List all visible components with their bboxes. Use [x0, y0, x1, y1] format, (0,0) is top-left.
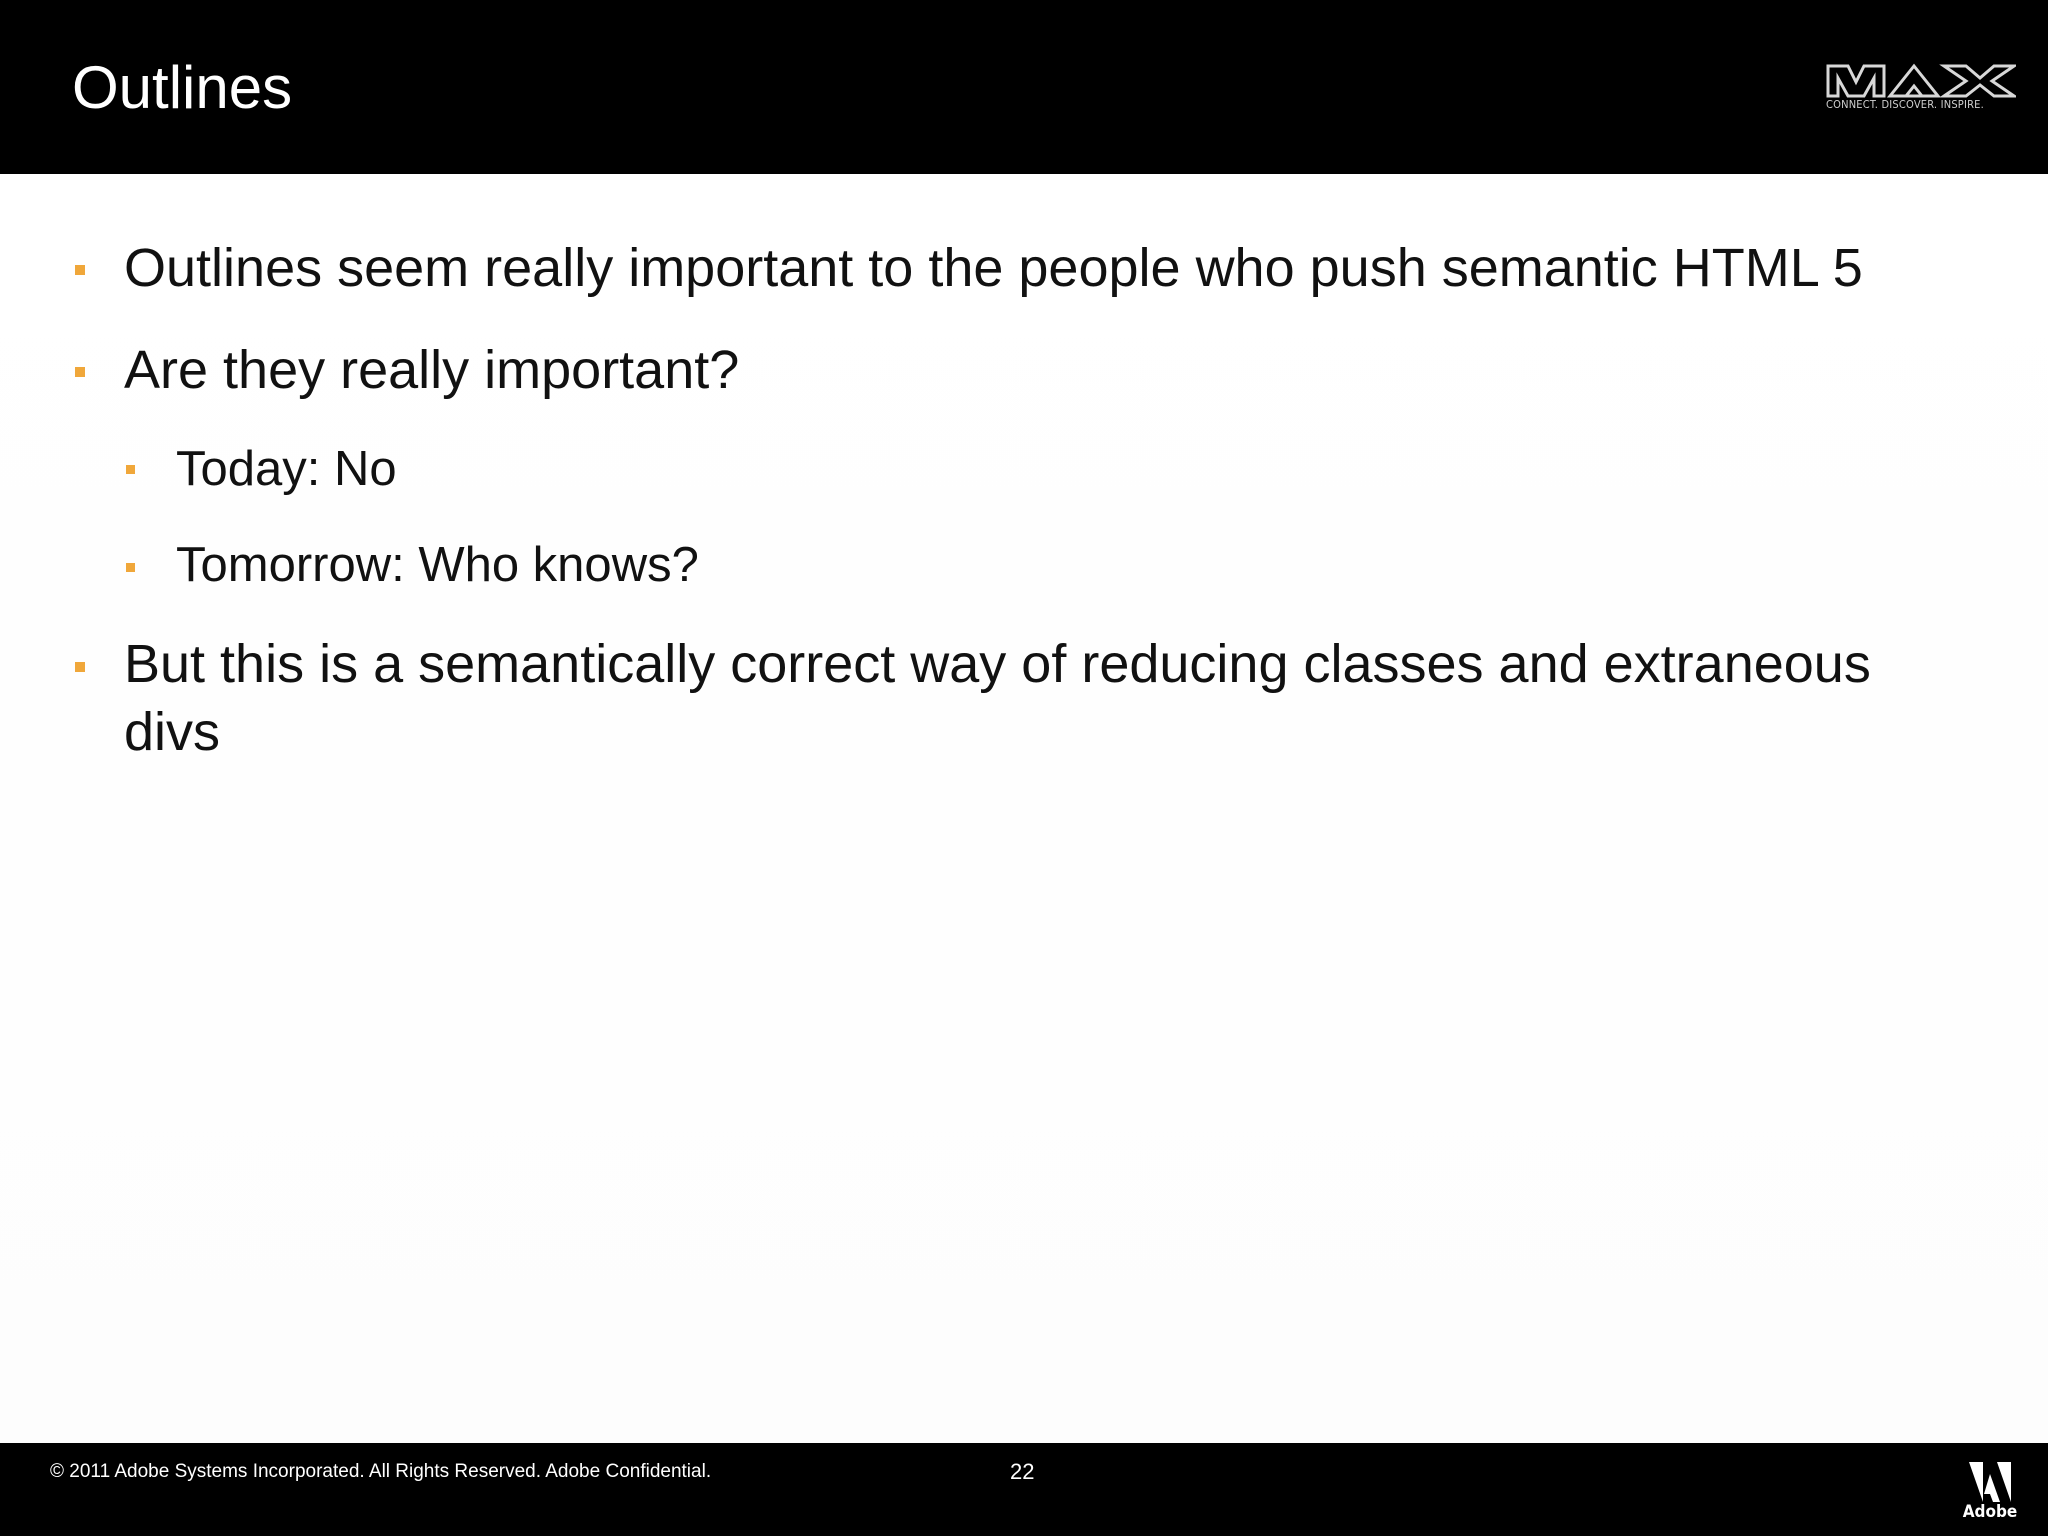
bullet-text: Tomorrow: Who knows?	[176, 538, 699, 592]
bullet-text: Outlines seem really important to the people who push semantic HTML 5	[124, 238, 1863, 298]
slide-footer	[0, 1443, 2048, 1536]
bullet-marker	[75, 662, 85, 672]
bullet-marker	[126, 563, 135, 572]
slide-header	[0, 0, 2048, 174]
bullet-marker	[126, 465, 135, 474]
bullet-marker	[75, 265, 85, 275]
bullet-text: But this is a semantically correct way of reducing classes and extraneous	[124, 634, 1871, 694]
page-number: 22	[1010, 1459, 1035, 1484]
bullet-text-continuation: divs	[124, 702, 221, 762]
bullet-text: Today: No	[176, 442, 397, 496]
slide-title: Outlines	[72, 54, 293, 121]
max-tagline: CONNECT. DISCOVER. INSPIRE.	[1826, 98, 1984, 111]
bullet-marker	[75, 367, 85, 377]
bullet-text: Are they really important?	[124, 340, 740, 400]
copyright-notice: © 2011 Adobe Systems Incorporated. All Rights Reserved. Adobe Confidential.	[50, 1461, 712, 1482]
adobe-wordmark: Adobe	[1962, 1502, 2018, 1522]
